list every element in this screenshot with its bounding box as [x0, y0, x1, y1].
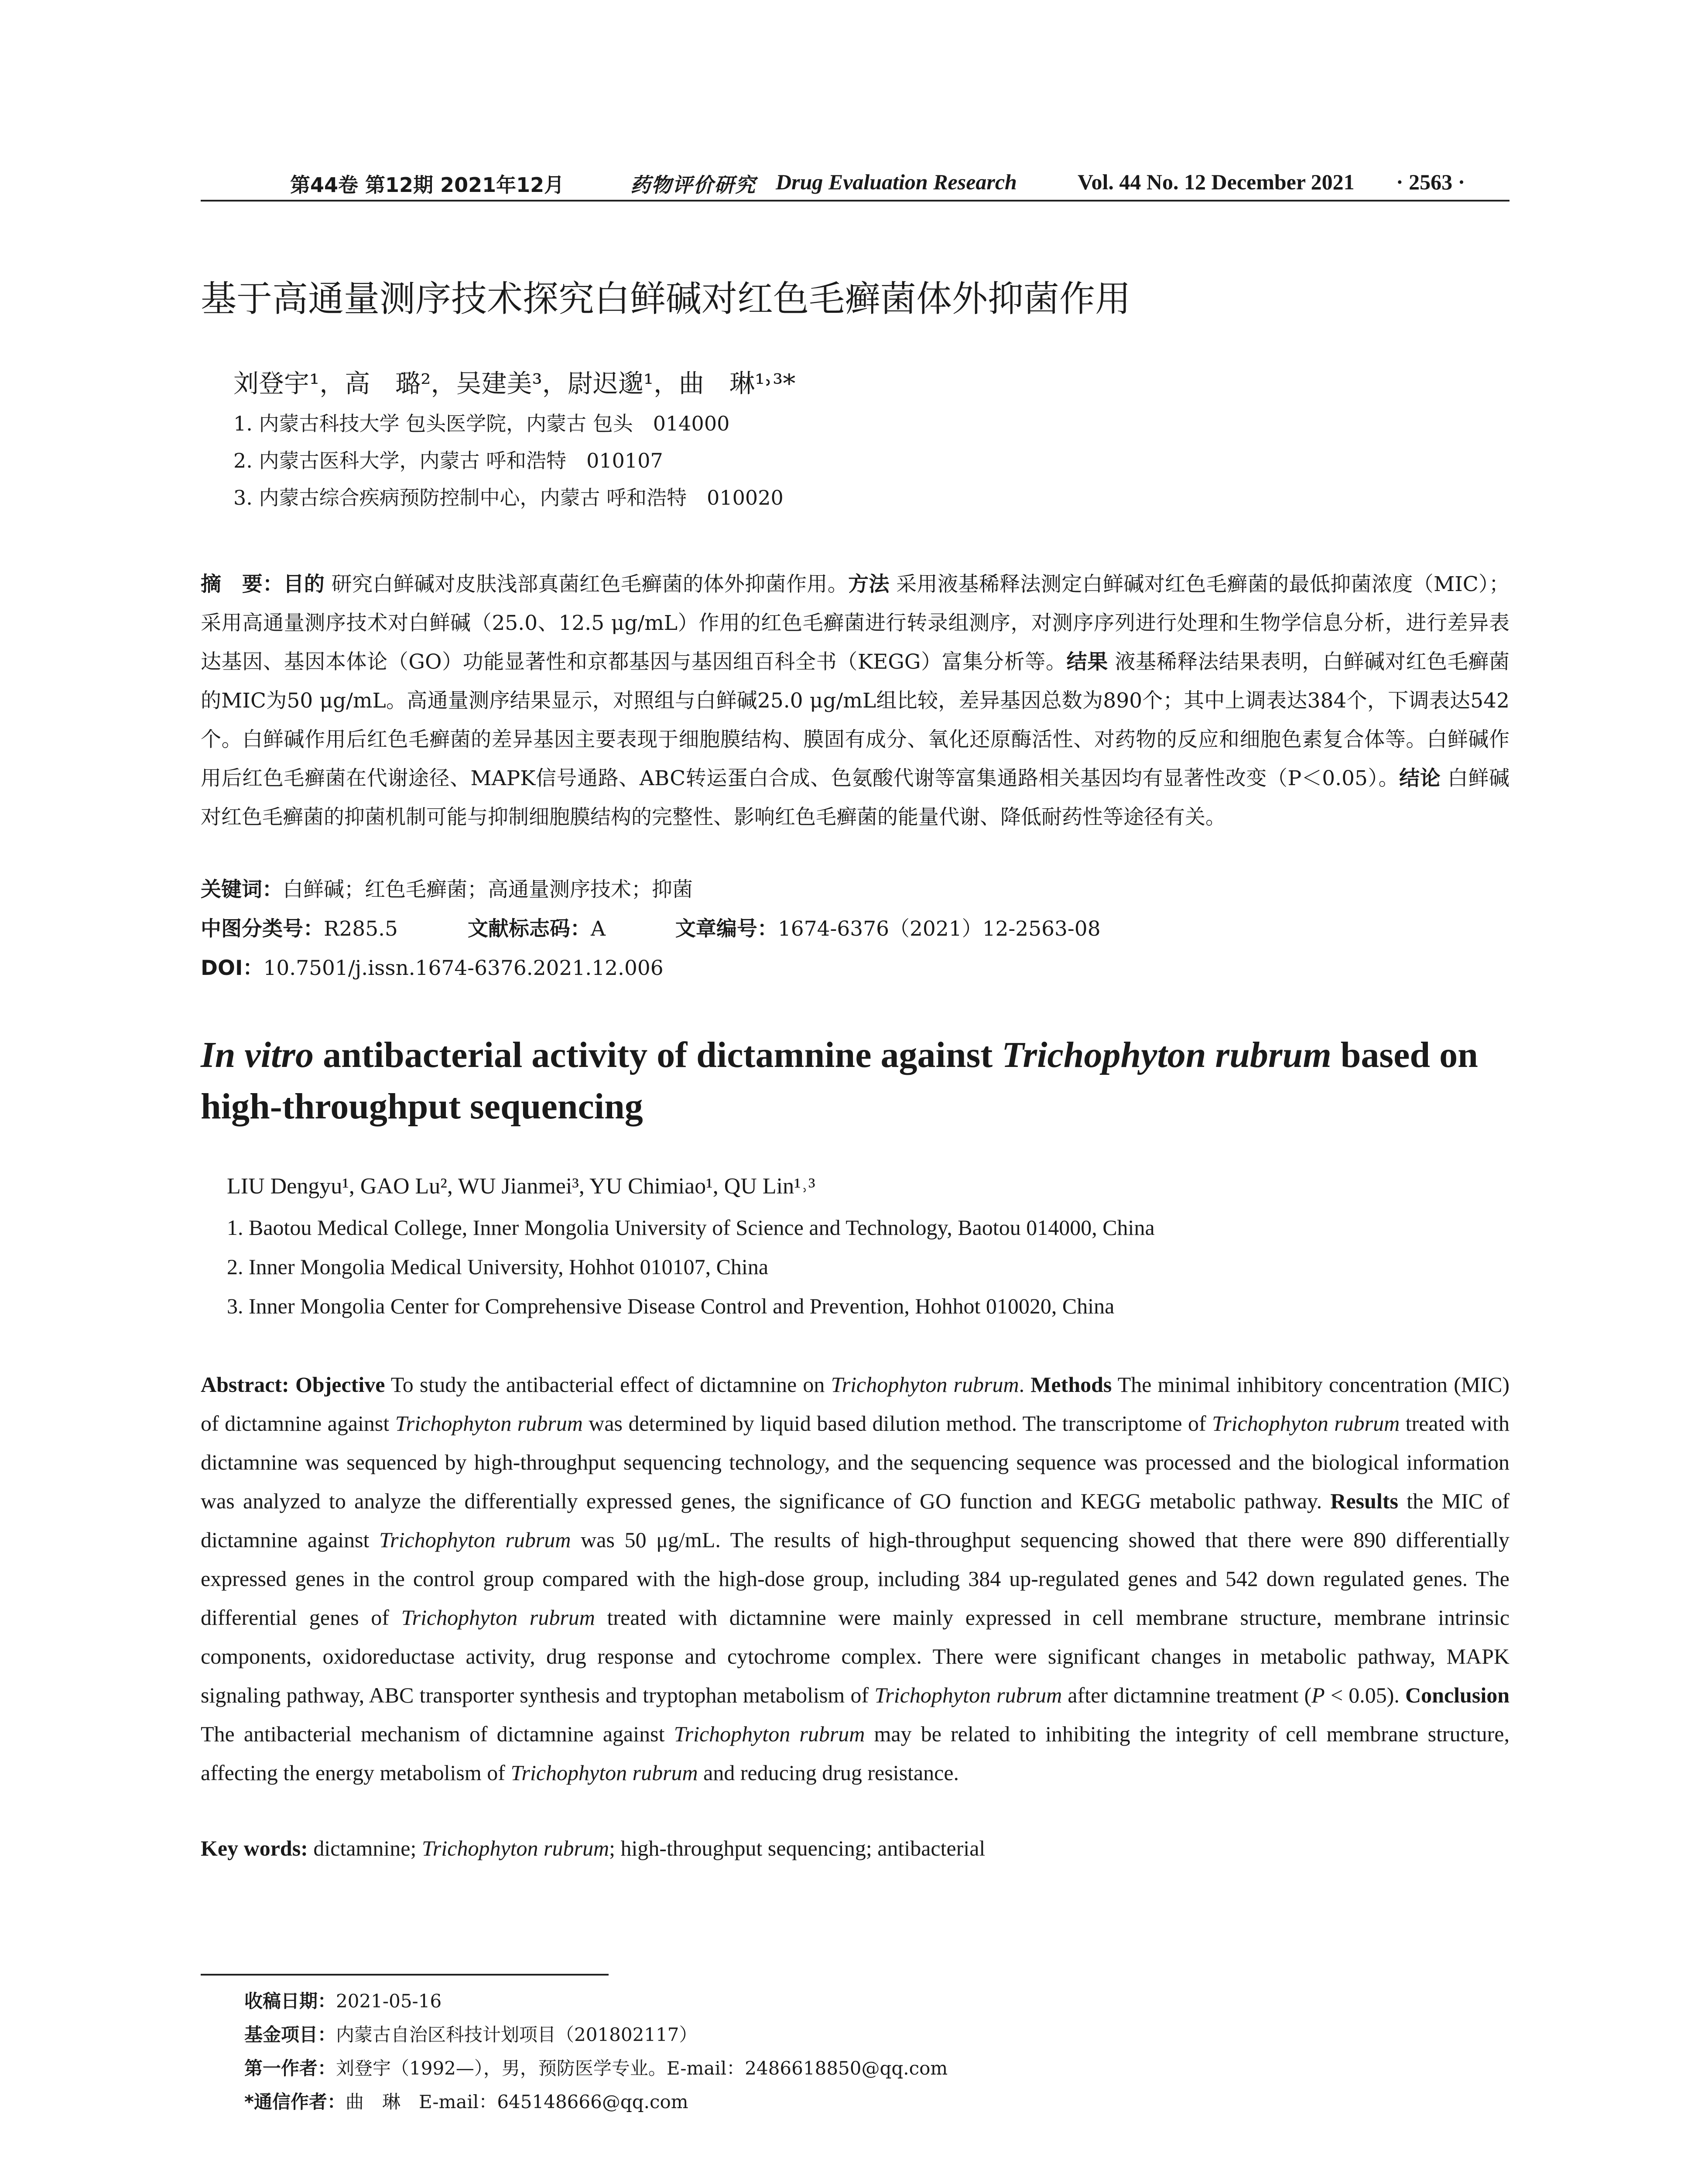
- species-name: Trichophyton rubrum: [379, 1528, 571, 1552]
- species-name: Trichophyton rubrum: [674, 1722, 865, 1746]
- results-label: 结果: [1066, 650, 1108, 674]
- journal-logo: 药物评价研究: [630, 173, 756, 197]
- conclusion-en-text-2: may be related to inhibiting the integrity of cell membrane structure, affecting the energy metabolism of: [201, 1722, 1509, 1785]
- keyword-en-3: ; high-throughput sequencing; antibacterial: [609, 1836, 986, 1860]
- fund-label: 基金项目：: [244, 2024, 336, 2045]
- classification-line: [201, 913, 1101, 942]
- species-name: Trichophyton rubrum: [874, 1683, 1062, 1707]
- received-date: 2021-05-16: [336, 1990, 442, 2012]
- received-label: 收稿日期：: [244, 1990, 336, 2012]
- running-header: [201, 169, 1509, 202]
- header-journal-en: Drug Evaluation Research: [776, 170, 1017, 194]
- fund-value: 内蒙古自治区科技计划项目（201802117）: [336, 2024, 698, 2045]
- keyword-en-2: Trichophyton rubrum: [421, 1836, 609, 1860]
- keywords-cn-label: 关键词：: [201, 878, 283, 902]
- affiliation-cn-1: 1. 内蒙古科技大学 包头医学院，内蒙古 包头 014000: [233, 412, 730, 435]
- doi-label: DOI：: [201, 956, 264, 980]
- results-en-text-2: was 50 μg/mL. The results of high-throughput sequencing showed that there were 890 differentially expressed genes in the control group compared with the high-dose group, including 384 up-regulated genes and 542 down regulated genes. The differential genes of: [201, 1528, 1509, 1630]
- clc-label: 中图分类号：: [201, 917, 324, 941]
- methods-en-text-2: was determined by liquid based dilution method. The transcriptome of: [582, 1411, 1212, 1436]
- header-volume-cn: 第44卷 第12期 2021年12月: [290, 173, 565, 197]
- keywords-en: [201, 1836, 985, 1861]
- p-value-symbol: P: [1311, 1683, 1325, 1707]
- keywords-en-label: Key words:: [201, 1836, 308, 1860]
- results-text: 液基稀释法结果表明，白鲜碱对红色毛癣菌的MIC为50 μg/mL。高通量测序结果显示，对照组与白鲜碱25.0 μg/mL组比较，差异基因总数为890个；其中上调表达384个，下调表达542个。白鲜碱作用后红色毛癣菌的差异基因主要表现于细胞膜结构、膜固有成分、氧化还原酶活性、对药物的反应和细胞色素复合体等。白鲜碱作用后红色毛癣菌在代谢途径、MAPK信号通路、ABC转运蛋白合成、色氨酸代谢等富集通路相关基因均有显著性改变（P＜0.05）。: [201, 650, 1510, 790]
- affiliation-cn-3: 3. 内蒙古综合疾病预防控制中心，内蒙古 呼和浩特 010020: [233, 486, 784, 509]
- affiliation-en-2: 2. Inner Mongolia Medical University, Hohhot 010107, China: [227, 1255, 769, 1279]
- title-en-species: Trichophyton rubrum: [1002, 1035, 1331, 1075]
- results-en-text-3: treated with dictamnine were mainly expressed in cell membrane structure, membrane intrinsic components, oxidoreductase activity, drug response and cytochrome complex. There were significant changes in metabolic pathway, MAPK signaling pathway, ABC transporter synthesis and tryptophan metabolism of: [201, 1605, 1510, 1707]
- title-en-part2: antibacterial activity of dictamnine against: [314, 1035, 1002, 1075]
- doi-value: 10.7501/j.issn.1674-6376.2021.12.006: [263, 956, 664, 980]
- conclusion-en-label: Conclusion: [1405, 1683, 1510, 1707]
- affiliation-en-3: 3. Inner Mongolia Center for Comprehensive Disease Control and Prevention, Hohhot 010020, China: [227, 1294, 1115, 1318]
- methods-label: 方法: [848, 572, 890, 596]
- objective-en-text-2: .: [1019, 1372, 1031, 1397]
- abstract-en: [201, 1365, 1509, 1792]
- title-en-part4: based on high-throughput sequencing: [201, 1035, 1478, 1127]
- species-name: Trichophyton rubrum: [831, 1372, 1019, 1397]
- species-name: Trichophyton rubrum: [1212, 1411, 1400, 1436]
- footnote-received: [244, 1987, 442, 2013]
- doc-code-label: 文献标志码：: [467, 917, 591, 941]
- objective-en-text-1: To study the antibacterial effect of dictamnine on: [385, 1372, 831, 1397]
- affiliation-en-1: 1. Baotou Medical College, Inner Mongolia University of Science and Technology, Baotou 014000, China: [227, 1215, 1155, 1240]
- keyword-en-1: dictamnine;: [308, 1836, 422, 1860]
- authors-en: LIU Dengyu¹, GAO Lu², WU Jianmei³, YU Chimiao¹, QU Lin¹˒³: [227, 1174, 815, 1199]
- header-page-number: · 2563 ·: [1396, 170, 1465, 194]
- conclusion-en-text-3: and reducing drug resistance.: [698, 1761, 959, 1785]
- methods-en-label: Methods: [1030, 1372, 1112, 1397]
- title-en-invitro: In vitro: [201, 1035, 314, 1075]
- species-name: Trichophyton rubrum: [510, 1761, 698, 1785]
- article-number-label: 文章编号：: [675, 917, 778, 941]
- corresponding-label: *通信作者：: [244, 2091, 346, 2113]
- first-author-value: 刘登宇（1992—），男，预防医学专业。E-mail：2486618850@qq.com: [336, 2058, 948, 2079]
- conclusion-label: 结论: [1399, 766, 1441, 790]
- conclusion-en-text-1: The antibacterial mechanism of dictamnine against: [201, 1722, 674, 1746]
- keywords-cn-value: 白鲜碱；红色毛癣菌；高通量测序技术；抑菌: [283, 878, 693, 902]
- article-number-value: 1674-6376（2021）12-2563-08: [777, 917, 1101, 941]
- keywords-cn: [201, 873, 693, 902]
- header-volume-en: Vol. 44 No. 12 December 2021: [1078, 170, 1355, 194]
- results-en-label: Results: [1330, 1489, 1398, 1513]
- abstract-cn: [201, 565, 1509, 837]
- footnote-fund: [244, 2020, 698, 2047]
- methods-en-text-1: The minimal inhibitory concentration (MIC) of dictamnine against: [201, 1372, 1510, 1436]
- objective-label: 目的: [283, 572, 325, 596]
- species-name: Trichophyton rubrum: [401, 1605, 595, 1630]
- methods-en-text-3: treated with dictamnine was sequenced by high-throughput sequencing technology, and the sequencing sequence was processed and the biological information was analyzed to analyze the differentially expressed genes, the significance of GO function and KEGG metabolic pathway.: [201, 1411, 1510, 1513]
- title-en: [201, 1029, 1509, 1132]
- methods-text: 采用液基稀释法测定白鲜碱对红色毛癣菌的最低抑菌浓度（MIC）；采用高通量测序技术对白鲜碱（25.0、12.5 μg/mL）作用的红色毛癣菌进行转录组测序，对测序序列进行处理和生物学信息分析，进行差异表达基因、基因本体论（GO）功能显著性和京都基因与基因组百科全书（KEGG）富集分析等。: [201, 572, 1510, 674]
- abstract-en-label: Abstract:: [201, 1372, 289, 1397]
- authors-cn: 刘登宇¹，高 璐²，吴建美³，尉迟邈¹，曲 琳¹˒³*: [233, 369, 796, 398]
- results-en-text-1: the MIC of dictamnine against: [201, 1489, 1509, 1552]
- objective-en-label: Objective: [295, 1372, 385, 1397]
- results-en-text-5: < 0.05).: [1325, 1683, 1406, 1707]
- title-cn: 基于高通量测序技术探究白鲜碱对红色毛癣菌体外抑菌作用: [201, 278, 1131, 320]
- results-en-text-4: after dictamnine treatment (: [1062, 1683, 1312, 1707]
- affiliation-cn-2: 2. 内蒙古医科大学，内蒙古 呼和浩特 010107: [233, 449, 663, 472]
- doi-line: [201, 952, 664, 981]
- species-name: Trichophyton rubrum: [395, 1411, 583, 1436]
- abstract-cn-label: 摘 要：: [201, 572, 284, 596]
- corresponding-value: 曲 琳 E-mail：645148666@qq.com: [345, 2091, 688, 2113]
- first-author-label: 第一作者：: [244, 2058, 336, 2079]
- conclusion-text: 白鲜碱对红色毛癣菌的抑菌机制可能与抑制细胞膜结构的完整性、影响红色毛癣菌的能量代谢、降低耐药性等途径有关。: [201, 766, 1510, 829]
- footnote-corresponding: [244, 2088, 688, 2114]
- footnote-divider: [201, 1974, 609, 1976]
- clc-value: R285.5: [324, 917, 398, 941]
- footnote-first-author: [244, 2054, 948, 2080]
- doc-code-value: A: [590, 917, 606, 941]
- objective-text: 研究白鲜碱对皮肤浅部真菌红色毛癣菌的体外抑菌作用。: [331, 572, 849, 596]
